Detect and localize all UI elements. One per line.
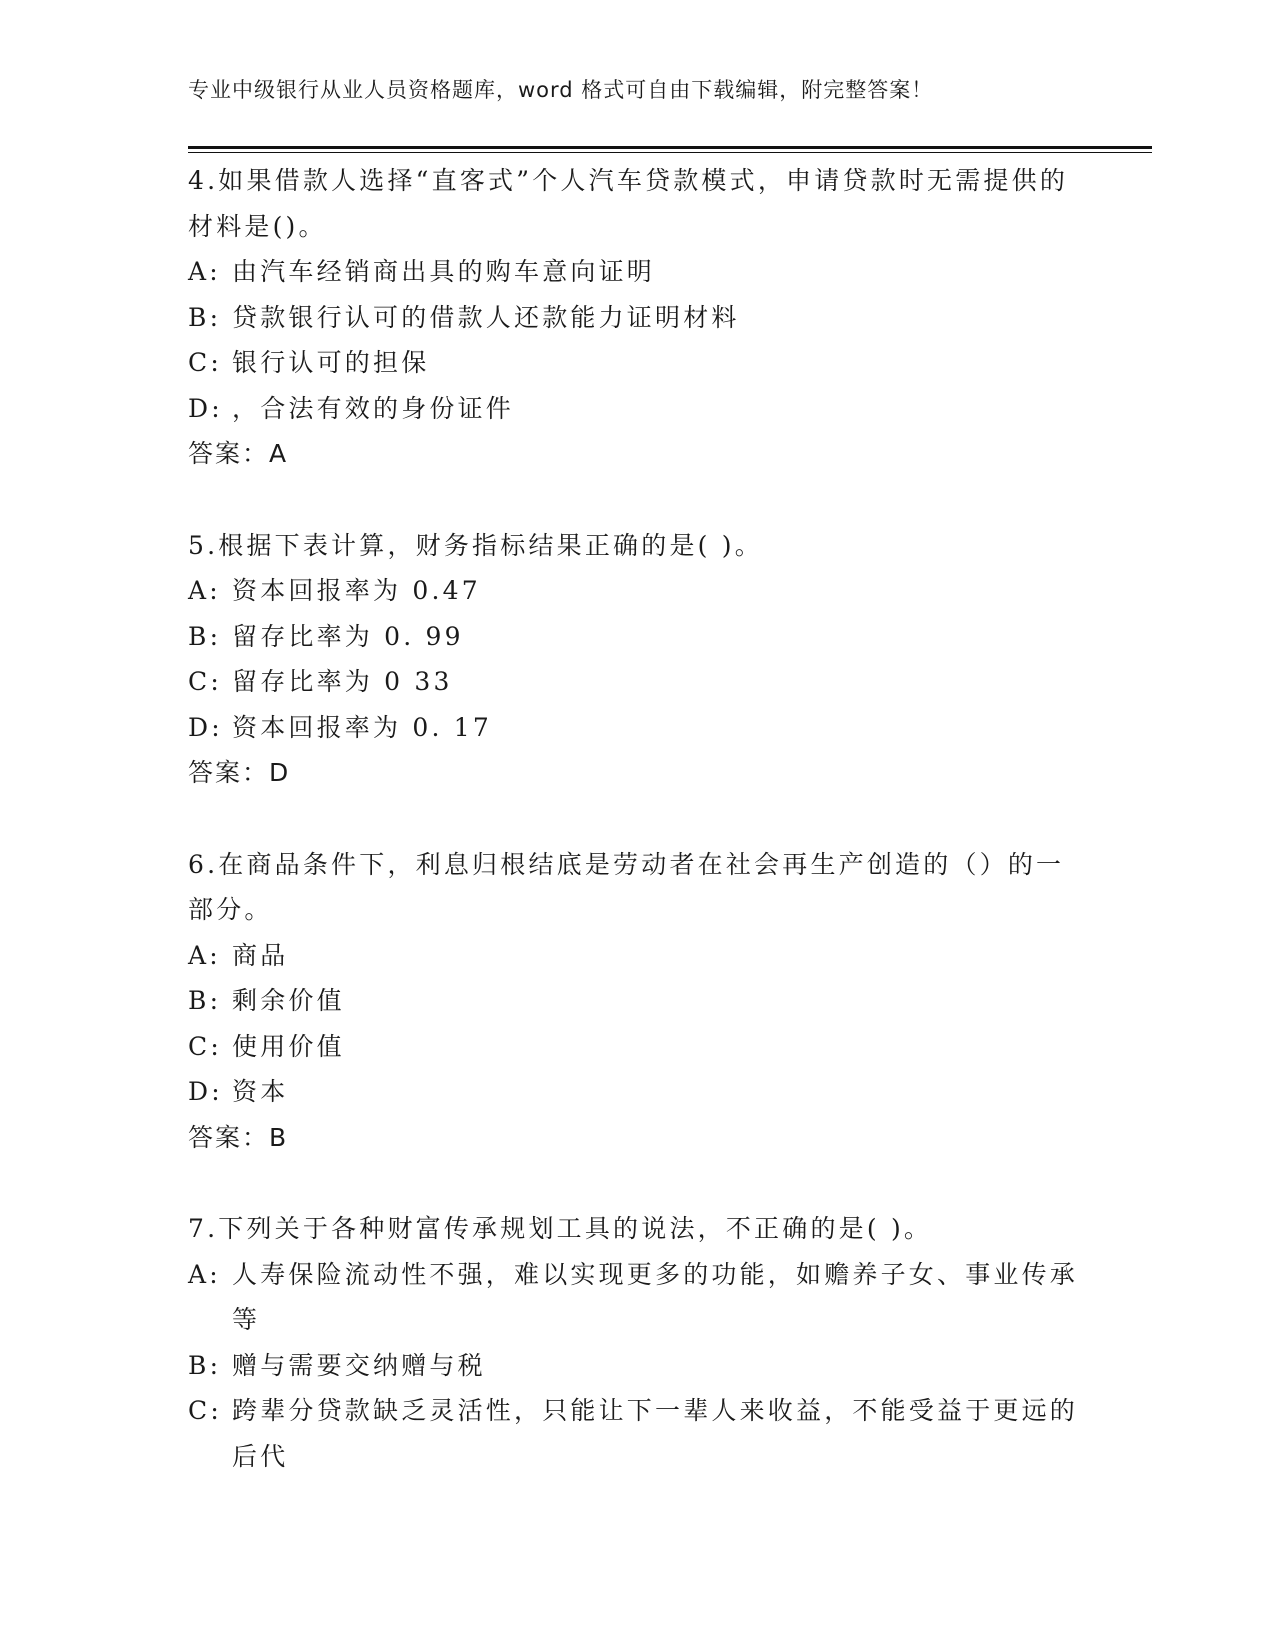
option-key: D:: [188, 393, 223, 423]
option-key: D:: [188, 712, 223, 742]
option-text: 留存比率为 0. 99: [232, 621, 464, 651]
question-stem: 5.根据下表计算，财务指标结果正确的是( )。: [188, 530, 763, 560]
option-key: B:: [188, 302, 222, 332]
option-key: A:: [188, 576, 221, 605]
option-text: 资本: [232, 1077, 289, 1106]
option-c: [188, 340, 1088, 386]
option-key: B:: [188, 986, 222, 1015]
option-d: [188, 705, 1088, 751]
header-rule-thin: [188, 152, 1152, 153]
option-b: [188, 1343, 1088, 1389]
option-text: 资本回报率为 0.47: [232, 576, 481, 605]
answer-line: 答案：A: [188, 439, 289, 468]
option-key: D:: [188, 1077, 223, 1106]
option-key: B:: [188, 621, 222, 651]
option-text: 贷款银行认可的借款人还款能力证明材料: [232, 302, 740, 332]
option-text: 银行认可的担保: [232, 348, 430, 377]
option-text: 留存比率为 0 33: [232, 667, 453, 696]
option-key: C:: [188, 667, 222, 696]
option-text: 人寿保险流动性不强，难以实现更多的功能，如赡养子女、事业传承等: [232, 1259, 1079, 1334]
option-text: 剩余价值: [232, 986, 345, 1015]
option-key: C:: [188, 1396, 222, 1425]
question-5: [188, 523, 1088, 796]
option-c: [188, 659, 1088, 705]
question-list: [188, 158, 1088, 1525]
option-key: A:: [188, 940, 221, 970]
header-rule-thick: [188, 146, 1152, 149]
option-key: B:: [188, 1350, 222, 1380]
option-b: [188, 614, 1088, 660]
option-text: 由汽车经销商出具的购车意向证明: [232, 257, 656, 286]
answer-line: 答案：D: [188, 758, 291, 787]
option-key: C:: [188, 1031, 222, 1061]
option-text: 跨辈分贷款缺乏灵活性，只能让下一辈人来收益，不能受益于更远的后代: [232, 1396, 1079, 1471]
question-stem: 4.如果借款人选择“直客式”个人汽车贷款模式，申请贷款时无需提供的材料是()。: [188, 166, 1069, 241]
option-a: [188, 568, 1088, 614]
option-key: A:: [188, 1259, 221, 1289]
option-c: [188, 1024, 1088, 1070]
answer-line: 答案：B: [188, 1122, 289, 1152]
option-d: [188, 386, 1088, 432]
option-text: 资本回报率为 0. 17: [232, 712, 492, 742]
option-key: C:: [188, 348, 222, 377]
option-text: 使用价值: [232, 1031, 345, 1061]
option-a: [188, 1252, 1088, 1343]
question-7: [188, 1206, 1088, 1479]
option-a: [188, 933, 1088, 979]
question-4: [188, 158, 1088, 477]
option-c: [188, 1388, 1088, 1479]
question-stem: 6.在商品条件下，利息归根结底是劳动者在社会再生产创造的（）的一部分。: [188, 849, 1065, 924]
option-d: [188, 1069, 1088, 1115]
option-b: [188, 978, 1088, 1024]
option-text: ，合法有效的身份证件: [232, 393, 515, 423]
option-a: [188, 249, 1088, 295]
page-header: 专业中级银行从业人员资格题库，word 格式可自由下载编辑，附完整答案！: [188, 78, 934, 102]
question-stem: 7.下列关于各种财富传承规划工具的说法，不正确的是( )。: [188, 1214, 933, 1243]
option-text: 商品: [232, 940, 289, 970]
option-b: [188, 295, 1088, 341]
option-key: A:: [188, 257, 221, 286]
question-6: [188, 842, 1088, 1161]
option-text: 赠与需要交纳赠与税: [232, 1350, 486, 1380]
